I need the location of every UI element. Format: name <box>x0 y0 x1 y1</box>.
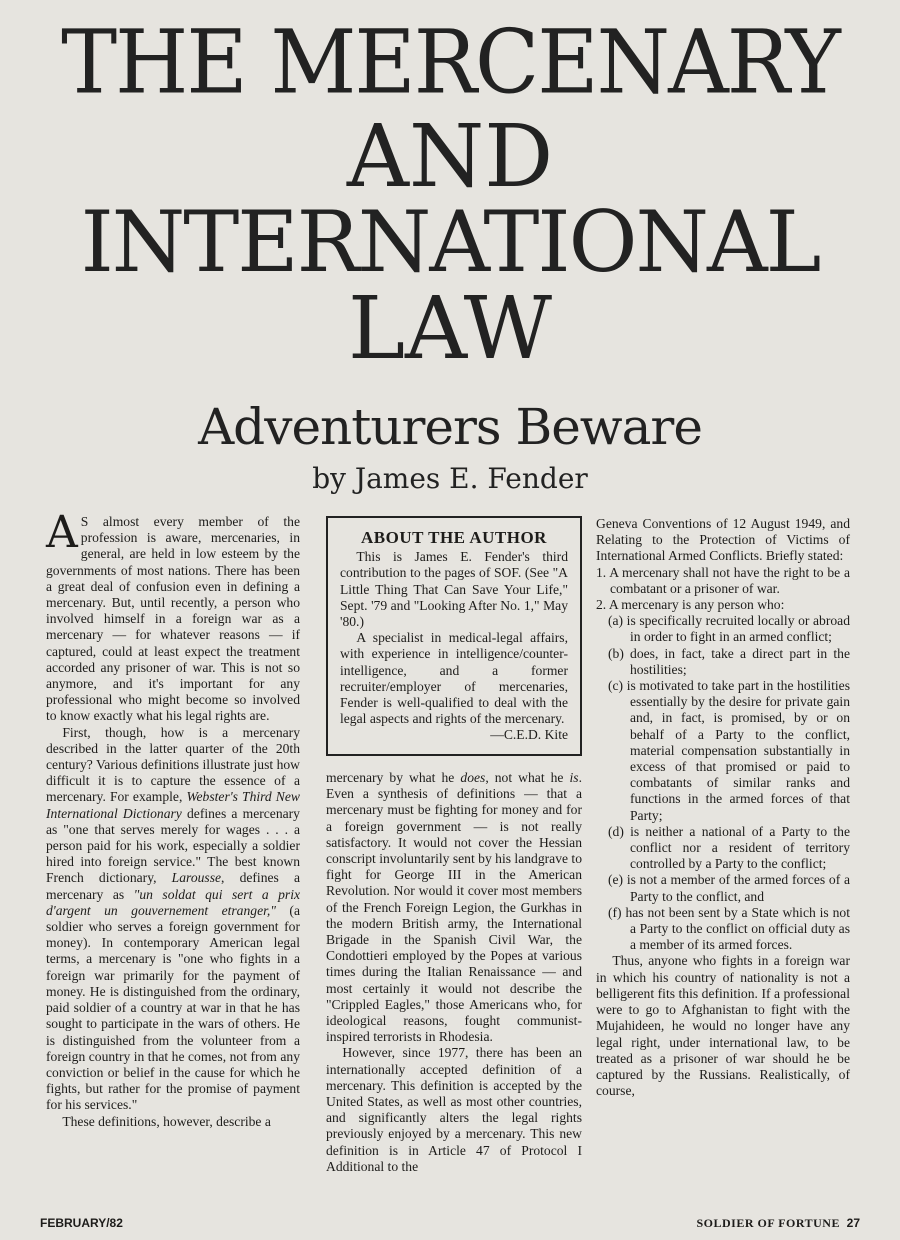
drop-cap: A <box>46 507 78 558</box>
text-span: . Even a synthesis of definitions — that a mercenary must be fighting for money and for a foreign government — is not really satisfactory. It would not cover the Hessian conscript involuntarily sent by his landgrave to fight for George III in the American Revolution. Nor would it cover most members of the French Foreign Legion, the Gurkhas in the modern British army, the International Brigade in the Spanish Civil War, the Condottieri employed by the Popes at various times during the Italian Renaissance — and most certainly it would not describe the "Crippled Eagles," those Americans who, for ideological reasons, fought communist-inspired terrorists in Rhodesia. <box>326 770 582 1045</box>
list-item: (e) is not a member of the armed forces of a Party to the conflict, and <box>608 872 850 904</box>
box-signature: —C.E.D. Kite <box>490 727 568 743</box>
about-the-author-box <box>326 516 582 756</box>
definition-list <box>596 565 850 614</box>
list-item: (b) does, in fact, take a direct part in the hostilities; <box>608 645 850 677</box>
list-item: (d) is neither a national of a Party to the conflict nor a resident of territory controlled by a Party to the conflict; <box>608 823 850 872</box>
subtitle: Adventurers Beware <box>198 398 702 456</box>
box-text: A specialist in medical-legal affairs, with experience in intelligence/counter-intelligence, and a former recruiter/employer of mercenaries, Fender is well-qualified to deal with the legal aspects and rights of the mercenary. <box>340 630 568 727</box>
article-column-3 <box>596 516 850 1099</box>
text-span: (a soldier who serves a foreign government for money). In contemporary American legal terms, a mercenary is "one who fights in a foreign war primarily for the payment of money. He is distinguished from the ordinary, paid soldier of a country at war in that he has sought to participate in the wars of others. He is distinguished from the volunteer from a foreign country in that he comes, not from any conviction or belief in the cause for which he fights, but rather for the promise of payment for his services." <box>46 902 300 1113</box>
box-heading: ABOUT THE AUTHOR <box>361 528 547 547</box>
larousse-title: Larousse <box>171 870 222 886</box>
list-item: (f) has not been sent by a State which is not a Party to the conflict on official duty as a member of its armed forces. <box>608 904 850 953</box>
magazine-name: SOLDIER OF FORTUNE <box>696 1216 840 1230</box>
list-item: (a) is specifically recruited locally or abroad in order to fight in an armed conflict; <box>608 613 850 645</box>
paragraph-afghanistan: Thus, anyone who fights in a foreign war in which his country of nationality is not a belligerent fits this definition. If a professional were to go to Afghanistan to fight with the Mujahideen, he would no longer have any legal right, under international law, to be treated as a prisoner of war should he be captured by the Russians. Realistically, of course, <box>596 953 850 1099</box>
text-span: defines a mercenary as "one that serves merely for wages . . . a person paid for his work, especially a soldier hired into foreign service." The best known French dictionary, <box>46 805 300 886</box>
text-span: First, though, how is a mercenary described in the latter quarter of the 20th century? Various definitions illustrate just how difficult it is to capture the essence of a mercenary. For example, <box>46 724 300 805</box>
paragraph-continues: These definitions, however, describe a <box>62 1113 271 1129</box>
emphasis-does: does <box>460 770 486 785</box>
text-span: , defines a mercenary as <box>46 870 301 902</box>
title-line-1: THE MERCENARY <box>61 10 839 114</box>
dictionary-title: Webster's Third New International Dictionary <box>46 789 300 821</box>
list-item: (c) is motivated to take part in the hostilities essentially by the desire for private gain and, in fact, is promised, by or on behalf of a Party to the conflict, material compensation substantially in excess of that promised or paid to combatants of similar ranks and functions in the armed forces of that Party; <box>608 678 850 823</box>
french-quote: "un soldat qui sert a prix d'argent un gouvernement etranger," <box>46 886 301 918</box>
box-paragraph-1: This is James E. Fender's third contribution to the pages of SOF. (See "A Little Thing That Can Save Your Life," Sept. '79 and "Looking After No. 1," May '80.) <box>340 549 568 630</box>
sub-definition-list <box>596 613 850 953</box>
paragraph-1977-definition: However, since 1977, there has been an internationally accepted definition of a mercenary. This definition is accepted by the United States, as well as most other countries, and significantly alters the legal rights previously enjoyed by a mercenary. This new definition is in Article 47 of Protocol I Additional to the <box>326 1045 582 1174</box>
list-item: 1. A mercenary shall not have the right to be a combatant or a prisoner of war. <box>596 564 850 596</box>
article-column-1 <box>46 507 301 1130</box>
title-line-2: AND <box>346 107 554 207</box>
paragraph-intro <box>46 507 300 725</box>
issue-date: FEBRUARY/82 <box>40 1216 123 1230</box>
emphasis-is: is <box>569 770 579 785</box>
byline: by James E. Fender <box>312 462 588 495</box>
title-line-4: LAW <box>347 279 553 379</box>
page-number: 27 <box>846 1216 860 1230</box>
article-column-2 <box>326 770 582 1175</box>
title-line-3: INTERNATIONAL <box>80 193 820 291</box>
paragraph-geneva: Geneva Conventions of 12 August 1949, and Relating to the Protection of Victims of International Armed Conflicts. Briefly stated: <box>596 516 850 564</box>
page-footer <box>696 1216 860 1231</box>
paragraph-synthesis <box>326 770 582 1045</box>
box-paragraph-2 <box>340 630 568 743</box>
list-item: 2. A mercenary is any person who: <box>596 597 785 613</box>
paragraph-definitions <box>46 725 300 1114</box>
paragraph-text: S almost every member of the profession is aware, mercenaries, in general, are held in low esteem by the governments of most nations. There has been a great deal of confusion even in defining a mercenary. But, until recently, a person who involved himself in a foreign war as a mercenary — for whatever reasons — if captured, could at least expect the treatment accorded any prisoner of war. This is not so anymore, and it's important for any professional who might become so involved to know exactly what his legal rights are. <box>46 514 300 724</box>
text-span: , not what he <box>485 770 570 785</box>
text-span: mercenary by what he <box>326 770 461 785</box>
